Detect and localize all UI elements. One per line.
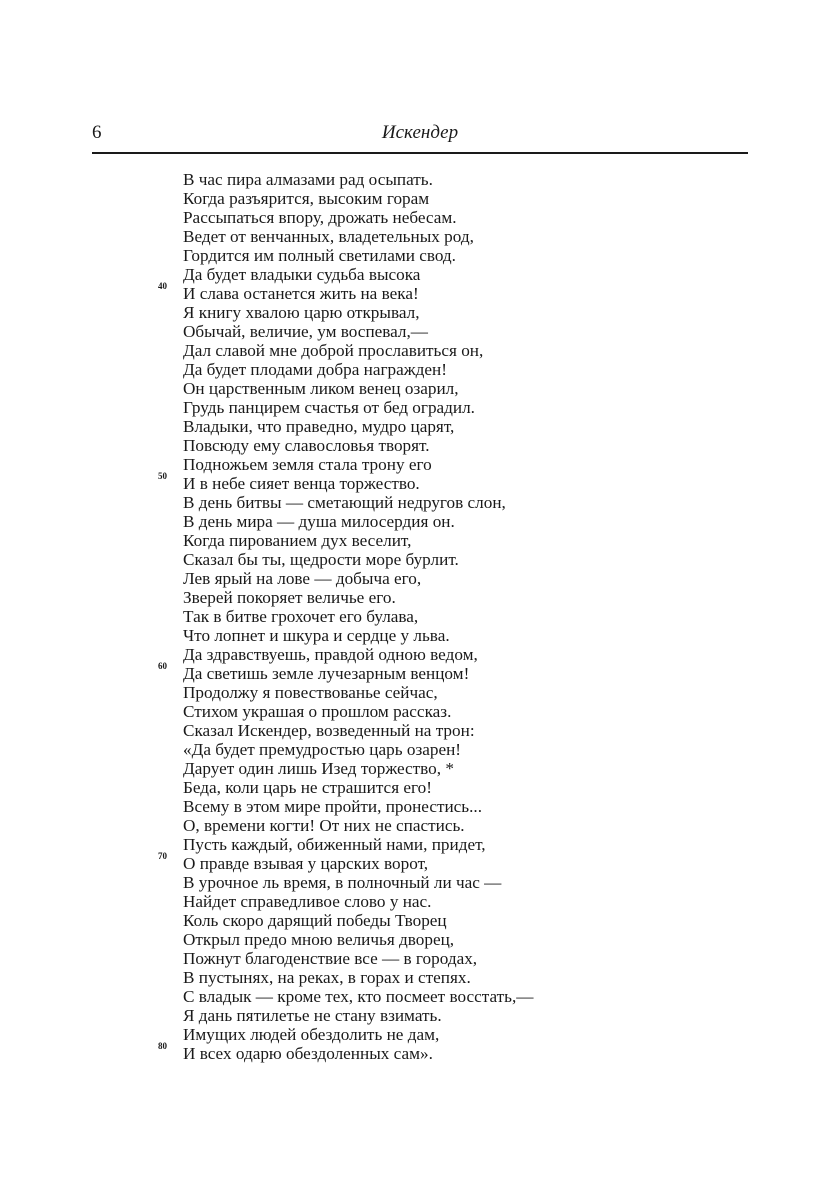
poem-line bbox=[183, 550, 623, 569]
poem-line bbox=[183, 835, 623, 854]
poem-line bbox=[183, 797, 623, 816]
poem-line-text: Открыл предо мною величья дворец, bbox=[183, 930, 455, 949]
poem-line-text: Сказал Искендер, возведенный на трон: bbox=[183, 721, 475, 740]
poem-line-text: В день битвы — сметающий недругов слон, bbox=[183, 493, 506, 512]
header-rule bbox=[92, 152, 748, 154]
poem-line-text: В час пира алмазами рад осыпать. bbox=[183, 170, 433, 189]
poem-line-text: И слава останется жить на века! bbox=[183, 284, 419, 303]
line-number: 40 bbox=[158, 281, 167, 291]
poem-line bbox=[158, 1041, 623, 1063]
poem-line bbox=[158, 661, 623, 683]
poem-line bbox=[183, 246, 623, 265]
poem-line-text: Так в битве грохочет его булава, bbox=[183, 607, 419, 626]
poem-line-text: Ведет от венчанных, владетельных род, bbox=[183, 227, 474, 246]
poem-line-text: И всех одарю обездоленных сам». bbox=[183, 1044, 433, 1063]
poem-line bbox=[183, 265, 623, 284]
poem-line bbox=[183, 778, 623, 797]
poem-line bbox=[183, 303, 623, 322]
poem-text bbox=[158, 170, 623, 1063]
poem-line bbox=[183, 683, 623, 702]
poem-line-text: Да здравствуешь, правдой одною ведом, bbox=[183, 645, 478, 664]
poem-line bbox=[183, 569, 623, 588]
poem-line-text: Да будет владыки судьба высока bbox=[183, 265, 421, 284]
poem-line-text: Обычай, величие, ум воспевал,— bbox=[183, 322, 428, 341]
poem-line-text: В пустынях, на реках, в горах и степях. bbox=[183, 968, 471, 987]
poem-line bbox=[183, 531, 623, 550]
line-number: 80 bbox=[158, 1041, 167, 1051]
poem-line-text: О, времени когти! От них не спастись. bbox=[183, 816, 465, 835]
poem-line-text: Зверей покоряет величье его. bbox=[183, 588, 396, 607]
poem-line bbox=[183, 208, 623, 227]
poem-line-text: Пожнут благоденствие все — в городах, bbox=[183, 949, 478, 968]
poem-line-text: Сказал бы ты, щедрости море бурлит. bbox=[183, 550, 459, 569]
poem-line bbox=[183, 417, 623, 436]
page-number: 6 bbox=[92, 122, 102, 143]
line-number: 50 bbox=[158, 471, 167, 481]
poem-line bbox=[183, 740, 623, 759]
poem-line bbox=[183, 455, 623, 474]
poem-line-text: Грудь панцирем счастья от бед оградил. bbox=[183, 398, 475, 417]
poem-line-text: С владык — кроме тех, кто посмеет восстать,— bbox=[183, 987, 534, 1006]
poem-line bbox=[183, 702, 623, 721]
poem-line-text: В день мира — душа милосердия он. bbox=[183, 512, 455, 531]
poem-line bbox=[183, 721, 623, 740]
poem-line bbox=[183, 341, 623, 360]
poem-line-text: Стихом украшая о прошлом рассказ. bbox=[183, 702, 452, 721]
poem-line-text: Найдет справедливое слово у нас. bbox=[183, 892, 432, 911]
poem-line bbox=[183, 1025, 623, 1044]
poem-line-text: Продолжу я повествованье сейчас, bbox=[183, 683, 438, 702]
poem-line bbox=[158, 851, 623, 873]
poem-line-text: Рассыпаться впору, дрожать небесам. bbox=[183, 208, 457, 227]
poem-line bbox=[183, 360, 623, 379]
poem-line-text: О правде взывая у царских ворот, bbox=[183, 854, 429, 873]
poem-line-text: Коль скоро дарящий победы Творец bbox=[183, 911, 447, 930]
poem-line bbox=[183, 873, 623, 892]
poem-line bbox=[183, 987, 623, 1006]
poem-line-text: Он царственным ликом венец озарил, bbox=[183, 379, 459, 398]
poem-line-text: Лев ярый на лове — добыча его, bbox=[183, 569, 422, 588]
poem-line bbox=[183, 930, 623, 949]
poem-line bbox=[183, 322, 623, 341]
poem-line-text: Да будет плодами добра награжден! bbox=[183, 360, 447, 379]
poem-line-text: Да светишь земле лучезарным венцом! bbox=[183, 664, 470, 683]
poem-line-text: «Да будет премудростью царь озарен! bbox=[183, 740, 462, 759]
poem-line-text: Когда пированием дух веселит, bbox=[183, 531, 412, 550]
poem-line-text: Дарует один лишь Изед торжество, * bbox=[183, 759, 454, 778]
poem-line-text: Я дань пятилетье не стану взимать. bbox=[183, 1006, 442, 1025]
line-number: 60 bbox=[158, 661, 167, 671]
poem-line bbox=[183, 607, 623, 626]
poem-line bbox=[183, 816, 623, 835]
poem-line-text: Имущих людей обездолить не дам, bbox=[183, 1025, 440, 1044]
poem-line-text: Всему в этом мире пройти, пронестись... bbox=[183, 797, 483, 816]
poem-line-text: Что лопнет и шкура и сердце у льва. bbox=[183, 626, 450, 645]
poem-line-text: Повсюду ему славословья творят. bbox=[183, 436, 430, 455]
poem-line bbox=[183, 892, 623, 911]
poem-line-text: Подножьем земля стала трону его bbox=[183, 455, 432, 474]
poem-line bbox=[183, 1006, 623, 1025]
poem-line-text: Я книгу хвалою царю открывал, bbox=[183, 303, 420, 322]
poem-line bbox=[183, 398, 623, 417]
poem-line-text: Гордится им полный светилами свод. bbox=[183, 246, 456, 265]
poem-line bbox=[183, 949, 623, 968]
poem-line bbox=[183, 379, 623, 398]
poem-line-text: Дал славой мне доброй прославиться он, bbox=[183, 341, 484, 360]
poem-line bbox=[158, 281, 623, 303]
poem-line bbox=[158, 471, 623, 493]
poem-line bbox=[183, 968, 623, 987]
poem-line-text: Беда, коли царь не страшится его! bbox=[183, 778, 432, 797]
poem-line bbox=[183, 189, 623, 208]
poem-line bbox=[183, 436, 623, 455]
poem-line-text: В урочное ль время, в полночный ли час — bbox=[183, 873, 502, 892]
running-title: Искендер bbox=[381, 122, 459, 143]
poem-line-text: Когда разъярится, высоким горам bbox=[183, 189, 430, 208]
poem-line bbox=[183, 645, 623, 664]
poem-line bbox=[183, 512, 623, 531]
line-number: 70 bbox=[158, 851, 167, 861]
poem-line bbox=[183, 759, 623, 778]
poem-line bbox=[183, 493, 623, 512]
poem-line bbox=[183, 227, 623, 246]
poem-line-text: И в небе сияет венца торжество. bbox=[183, 474, 420, 493]
poem-line-text: Пусть каждый, обиженный нами, придет, bbox=[183, 835, 486, 854]
poem-line bbox=[183, 588, 623, 607]
poem-line bbox=[183, 170, 623, 189]
poem-line bbox=[183, 911, 623, 930]
poem-line-text: Владыки, что праведно, мудро царят, bbox=[183, 417, 455, 436]
poem-line bbox=[183, 626, 623, 645]
